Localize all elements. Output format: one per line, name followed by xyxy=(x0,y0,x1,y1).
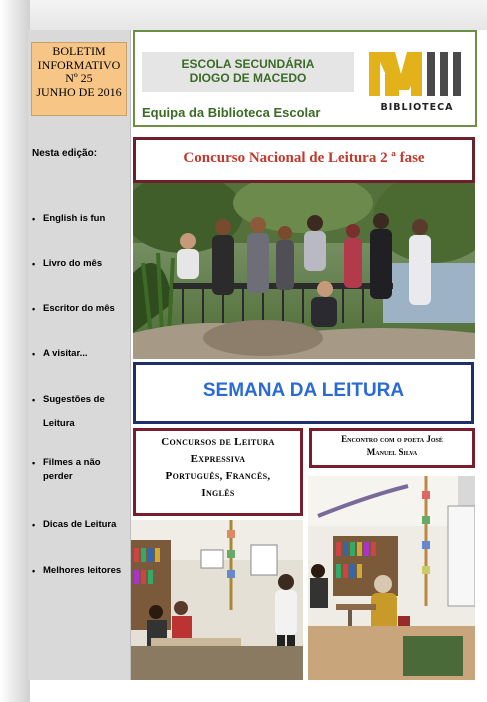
bullet-icon: • xyxy=(32,520,36,530)
toc-item-label: Sugestões de Leitura xyxy=(43,394,105,429)
week-title: SEMANA DA LEITURA xyxy=(202,380,405,401)
bullet-icon: • xyxy=(32,259,36,269)
toc-item-label: Livro do mês xyxy=(43,258,103,269)
poet-meeting-box xyxy=(309,428,475,468)
contest-box xyxy=(133,428,303,516)
logo-text: BIBLIOTECA xyxy=(380,102,454,113)
page-edge-shading xyxy=(0,0,30,702)
toc-item-label: A visitar... xyxy=(43,348,88,359)
issue-number: Nº 25 xyxy=(65,71,93,85)
poet-meeting-photo xyxy=(308,476,475,680)
toc-item-label: English is fun xyxy=(43,213,106,224)
group-photo xyxy=(133,183,475,359)
library-logo xyxy=(365,44,469,120)
contest-line-4: Inglês xyxy=(201,487,235,499)
meeting-line-2: Manuel Silva xyxy=(366,447,418,457)
headline-frame xyxy=(133,137,475,183)
bullet-icon: • xyxy=(32,214,36,224)
bullet-icon: • xyxy=(32,395,36,405)
week-frame xyxy=(133,362,474,424)
library-logo-icon xyxy=(365,44,469,102)
contest-line-2: Expressiva xyxy=(190,453,246,465)
bullet-icon: • xyxy=(32,458,36,468)
contest-line-3: Português, Francês, xyxy=(165,470,271,482)
bullet-icon: • xyxy=(32,349,36,359)
issue-line-1: BOLETIM xyxy=(52,44,106,58)
issue-info-box xyxy=(31,42,127,116)
toc-item-label: Escritor do mês xyxy=(43,303,115,314)
bullet-icon: • xyxy=(32,304,36,314)
toc-item-label: Filmes a não perder xyxy=(43,457,101,482)
school-name-box xyxy=(142,52,354,92)
issue-date: JUNHO DE 2016 xyxy=(36,84,122,99)
issue-line-2: INFORMATIVO xyxy=(37,57,121,72)
team-title: Equipa da Biblioteca Escolar xyxy=(142,105,321,120)
reading-contest-photo xyxy=(131,520,303,680)
toc-item-label: Dicas de Leitura xyxy=(43,519,117,530)
newsletter-header xyxy=(133,30,477,127)
meeting-line-1: Encontro com o poeta José xyxy=(341,434,443,444)
toc-title: Nesta edição: xyxy=(32,148,98,159)
school-name-line-1: ESCOLA SECUNDÁRIA xyxy=(181,57,315,71)
bullet-icon: • xyxy=(32,566,36,576)
toc-item-label: Melhores leitores xyxy=(43,565,122,576)
headline: Concurso Nacional de Leitura 2 ª fase xyxy=(183,150,425,166)
contest-line-1: Concursos de Leitura xyxy=(161,436,275,448)
page-top-shading xyxy=(30,0,487,30)
school-name-line-2: DIOGO DE MACEDO xyxy=(189,71,307,85)
